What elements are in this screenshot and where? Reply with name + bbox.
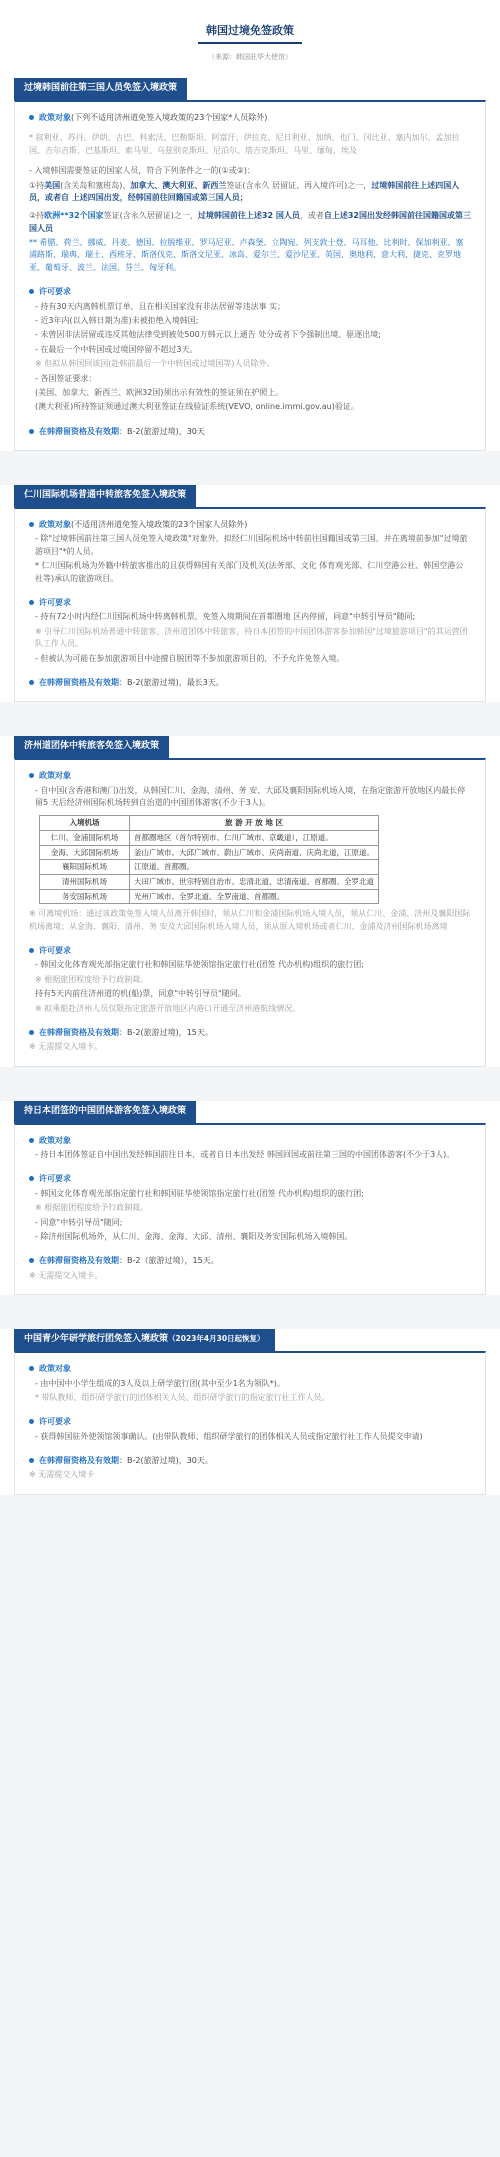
section-body: [14, 758, 486, 1066]
requirement-note: ※ 引导仁川国际机场普通中转旅客、济州道团体中转旅客，持日本团签的中国团体游客参加韩国"过境旅游项目"的其运营团队工作人员。: [35, 626, 468, 649]
requirement-item: - 未曾因非法居留或违反其他法律受到被处500万韩元以上通告 处分或者下令强制出境、驱逐出境;: [35, 330, 381, 340]
policy-target-text: - 持日本团体签证自中国出发经韩国前往日本，或者自日本出发经 韩国回国或前往第三国的中国团体游客(不少于3人)。: [35, 1150, 455, 1160]
bullet-icon: [29, 115, 34, 120]
requirements-heading: 许可要求: [29, 945, 471, 957]
requirement-item: - 同意"中转引导员"随同;: [35, 1217, 123, 1227]
stay-heading: 在韩滞留资格及有效期：B-2(旅游过境)，15天。: [29, 1027, 471, 1039]
bullet-icon: [29, 1258, 34, 1263]
page-title: 韩国过境免签政策: [198, 22, 302, 44]
entry-card-note: ※ 无需提交入境卡: [29, 1470, 95, 1480]
stay-heading: 在韩滞留资格及有效期：B-2(旅游过境)，30天: [29, 426, 471, 438]
requirement-item: - 韩国文化体育观光部指定旅行社和韩国驻华使领馆指定旅行社(团签 代办机构)组织的旅行团;: [35, 960, 364, 970]
requirements-heading: 许可要求: [29, 597, 471, 609]
section-body: [14, 1351, 486, 1495]
eu-country-list: ** 希腊、荷兰、挪威、丹麦、德国、拉脱维亚、罗马尼亚、卢森堡、立陶宛、列支敦士登、马耳他、比利时、保加利亚、塞浦路斯、瑞典、瑞士、西班牙、斯洛伐克、斯洛文尼亚、冰岛、爱尔兰、爱沙尼亚、英国、奥地利、意大利、捷克、克罗地亚、葡萄牙、波兰、法国、芬兰、匈牙利。: [29, 238, 464, 272]
bullet-icon: [29, 522, 34, 527]
requirement-item: - 除济州国际机场外，从仁川、金海、金海、大邱、清州、襄阳及务安国际机场入境韩国。: [35, 1232, 353, 1242]
section-title: 济州道团体中转旅客免签入境政策: [14, 736, 169, 758]
policy-target-text: - 由中国中小学生组成的3人及以上研学旅行团(其中至少1名为领队*)。: [35, 1378, 285, 1388]
visa-requirement-1: (美国、加拿大、新西兰、欧洲32国)须出示有效性的签证须在护照上。: [35, 387, 284, 397]
section-transit-third-country: [0, 78, 500, 451]
policy-target-heading: 政策对象(下列不适用济州道免签入境政策的23个国家*人员除外): [29, 112, 471, 124]
requirement-item: - 持有30天内离韩机票订单，且在相关国家没有非法居留等违法事 实；: [35, 301, 286, 311]
section-title: 中国青少年研学旅行团免签入境政策（2023年4月30日起恢复）: [14, 1329, 275, 1351]
bullet-icon: [29, 429, 34, 434]
table-row: 仁川、金浦国际机场 首都圈地区（首尔特别市、仁川广域市、京畿道），江原道。: [40, 831, 379, 846]
requirements-heading: 许可要求: [29, 1173, 471, 1185]
section-title: 持日本团签的中国团体游客免签入境政策: [14, 1101, 196, 1123]
entry-card-note: ※ 无需提交入境卡。: [29, 1042, 103, 1052]
table-row: 清州国际机场 大田广域市、世宗特别自治市、忠清北道、忠清南道、首都圈、全罗北道: [40, 874, 379, 889]
section-body: [14, 1123, 486, 1296]
table-header: 入境机场: [40, 816, 130, 831]
section-body: [14, 100, 486, 451]
table-row: 襄阳国际机场 江原道、首都圈。: [40, 860, 379, 875]
requirement-note: ※ 但拟从韩国回该国(赴韩前最后一个中转国或过境国等)人员除外。: [35, 359, 275, 369]
table-row: 务安国际机场 光州广域市、全罗北道、全罗南道、首都圈。: [40, 889, 379, 904]
requirement-item: - 获得韩国驻外使领馆领事确认。(由带队教师、组织研学旅行的团体相关人员或指定旅行社工作人员提交申请): [35, 1431, 423, 1441]
requirement-item: 持有5天内前往济州道的机(船)票，同意"中转引导员"随同。: [35, 989, 246, 999]
requirements-heading: 许可要求: [29, 1416, 471, 1428]
bullet-icon: [29, 1419, 34, 1424]
condition-2: ②持欧洲**32个国家签证(含永久居留证)之一，过境韩国前往上述32 国人员，或者自上述32国出发经韩国前往国籍国或第三国人员: [29, 211, 471, 233]
stay-heading: 在韩滞留资格及有效期：B-2(旅游过境)，最长3天。: [29, 677, 471, 689]
requirement-item: - 在最后一个中转国或过境国停留不超过3天。: [35, 344, 198, 354]
section-title: 过境韩国前往第三国人员免签入境政策: [14, 78, 187, 100]
stay-heading: 在韩滞留资格及有效期：B-2（旅游过境），15天。: [29, 1255, 471, 1267]
section-incheon-transit: [0, 485, 500, 702]
section-japan-group-visa: [0, 1101, 500, 1295]
condition-intro: - 入境韩国需要签证的国家人员，符合下列条件之一的(①或②)：: [29, 166, 256, 176]
policy-target-note: * 带队教师、组织研学旅行的团体相关人员、组织研学旅行的指定旅行社工作人员。: [35, 1392, 330, 1402]
requirement-item: - 但被认为可能在参加旅游项目中途擅自脱团等不参加旅游项目的，不予允许免签入境。: [35, 653, 345, 663]
page-source: （来源：韩国驻华大使馆）: [208, 53, 292, 62]
section-youth-study-tour: [0, 1329, 500, 1495]
requirement-note: ※ 根据旅团程度给予行政制裁。: [35, 1203, 149, 1213]
table-header: 旅 游 开 放 地 区: [130, 816, 379, 831]
requirements-heading: 许可要求: [29, 286, 471, 298]
bullet-icon: [29, 1030, 34, 1035]
requirement-item: - 持有72小时内经仁川国际机场中转离韩机票，免签入境期间在首都圈地 区内停留，同意"中转引导员"随同;: [35, 612, 416, 622]
policy-target-heading: 政策对象: [29, 770, 471, 782]
bullet-icon: [29, 1138, 34, 1143]
visa-requirement-intro: - 各国签证要求：: [35, 373, 97, 383]
airport-region-table: [39, 815, 379, 904]
bullet-icon: [29, 600, 34, 605]
excluded-countries: * 叙利亚、苏丹、伊朗、古巴、科索沃、巴勒斯坦、阿富汗、伊拉克、尼日利亚、加纳、也门、冈比亚、塞内加尔、孟加拉国、吉尔吉斯、巴基斯坦、索马里、乌兹别克斯坦、尼泊尔、塔吉克斯坦、马里、缅甸、埃及: [29, 133, 460, 155]
bullet-icon: [29, 773, 34, 778]
requirement-item: - 韩国文化体育观光部指定旅行社和韩国驻华使领馆指定旅行社(团签 代办机构)组织的旅行团;: [35, 1188, 364, 1198]
condition-1: ①持美国(含关岛和塞班岛)、加拿大、澳大利亚、新西兰签证(含永久 居留证、再入境许可)之一，过境韩国前往上述四国人员，或者自 上述四国出发，经韩国前往回籍国或第三国人员；: [29, 180, 460, 202]
policy-target-text: - 除"过境韩国前往第三国人员免签入境政策"对象外，拟经仁川国际机场中转前往国籍国或第三国，并在离境前参加"过境旅游项目"*的人员。: [35, 534, 468, 556]
bullet-icon: [29, 1366, 34, 1371]
section-title: 仁川国际机场普通中转旅客免签入境政策: [14, 485, 196, 507]
section-title-date: （2023年4月30日起恢复）: [168, 1334, 265, 1344]
departure-airport-note: ※ 可离境机场：通过该政策免签入境人员离开韩国时，须从仁川和金浦国际机场入境人员，须从仁川、金浦、济州及襄阳国际机场离境；从金海、襄阳、清州、务 安及大邱国际机场入境人员，须从原入境机场或者仁川、金浦及济州国际机场离境: [29, 909, 471, 931]
stay-heading: 在韩滞留资格及有效期：B-2(旅游过境)，30天。: [29, 1455, 471, 1467]
section-jeju-group-transit: [0, 736, 500, 1066]
entry-card-note: ※ 无需提交入境卡。: [29, 1270, 103, 1280]
policy-target-text: - 自中国(含香港和澳门)出发，从韩国仁川、金海、清州、务 安、大邱及襄阳国际机场入境，在指定旅游开放地区内最长停留5 天后经济州国际机场转到自治道的中国团体游客(不少于3人)。: [35, 785, 466, 808]
policy-target-heading: 政策对象(不适用济州道免签入境政策的23个国家人员除外): [29, 519, 471, 531]
section-body: [14, 507, 486, 702]
bullet-icon: [29, 289, 34, 294]
requirement-note: ※ 拟乘船赴济州人员仅限指定旅游开放地区内港口开通至济州港航线情况。: [35, 1003, 301, 1013]
bullet-icon: [29, 1458, 34, 1463]
table-row: 金海、大邱国际机场 釜山广域市、大邱广域市、蔚山广域市、庆尚南道、庆尚北道，江原道。: [40, 845, 379, 860]
policy-target-heading: 政策对象: [29, 1363, 471, 1375]
requirement-item: - 近3年内(以入韩日期为准)未被拒绝入境韩国;: [35, 316, 199, 326]
bullet-icon: [29, 948, 34, 953]
requirement-note: ※ 根据旅团程度给予行政制裁。: [35, 974, 149, 984]
policy-target-note: * 仁川国际机场为外籍中转旅客推出的且获得韩国有关部门及机关(法务部、文化 体育观光部、仁川空港公社、韩国空港公社等)承认的旅游项目。: [35, 561, 464, 583]
visa-requirement-2: (澳大利亚)所持签证须通过澳大利亚签证在线验证系统(VEVO, online.immi.gov.au)验证。: [35, 402, 359, 412]
bullet-icon: [29, 680, 34, 685]
page-header: [0, 0, 500, 78]
policy-target-heading: 政策对象: [29, 1135, 471, 1147]
bullet-icon: [29, 1176, 34, 1181]
